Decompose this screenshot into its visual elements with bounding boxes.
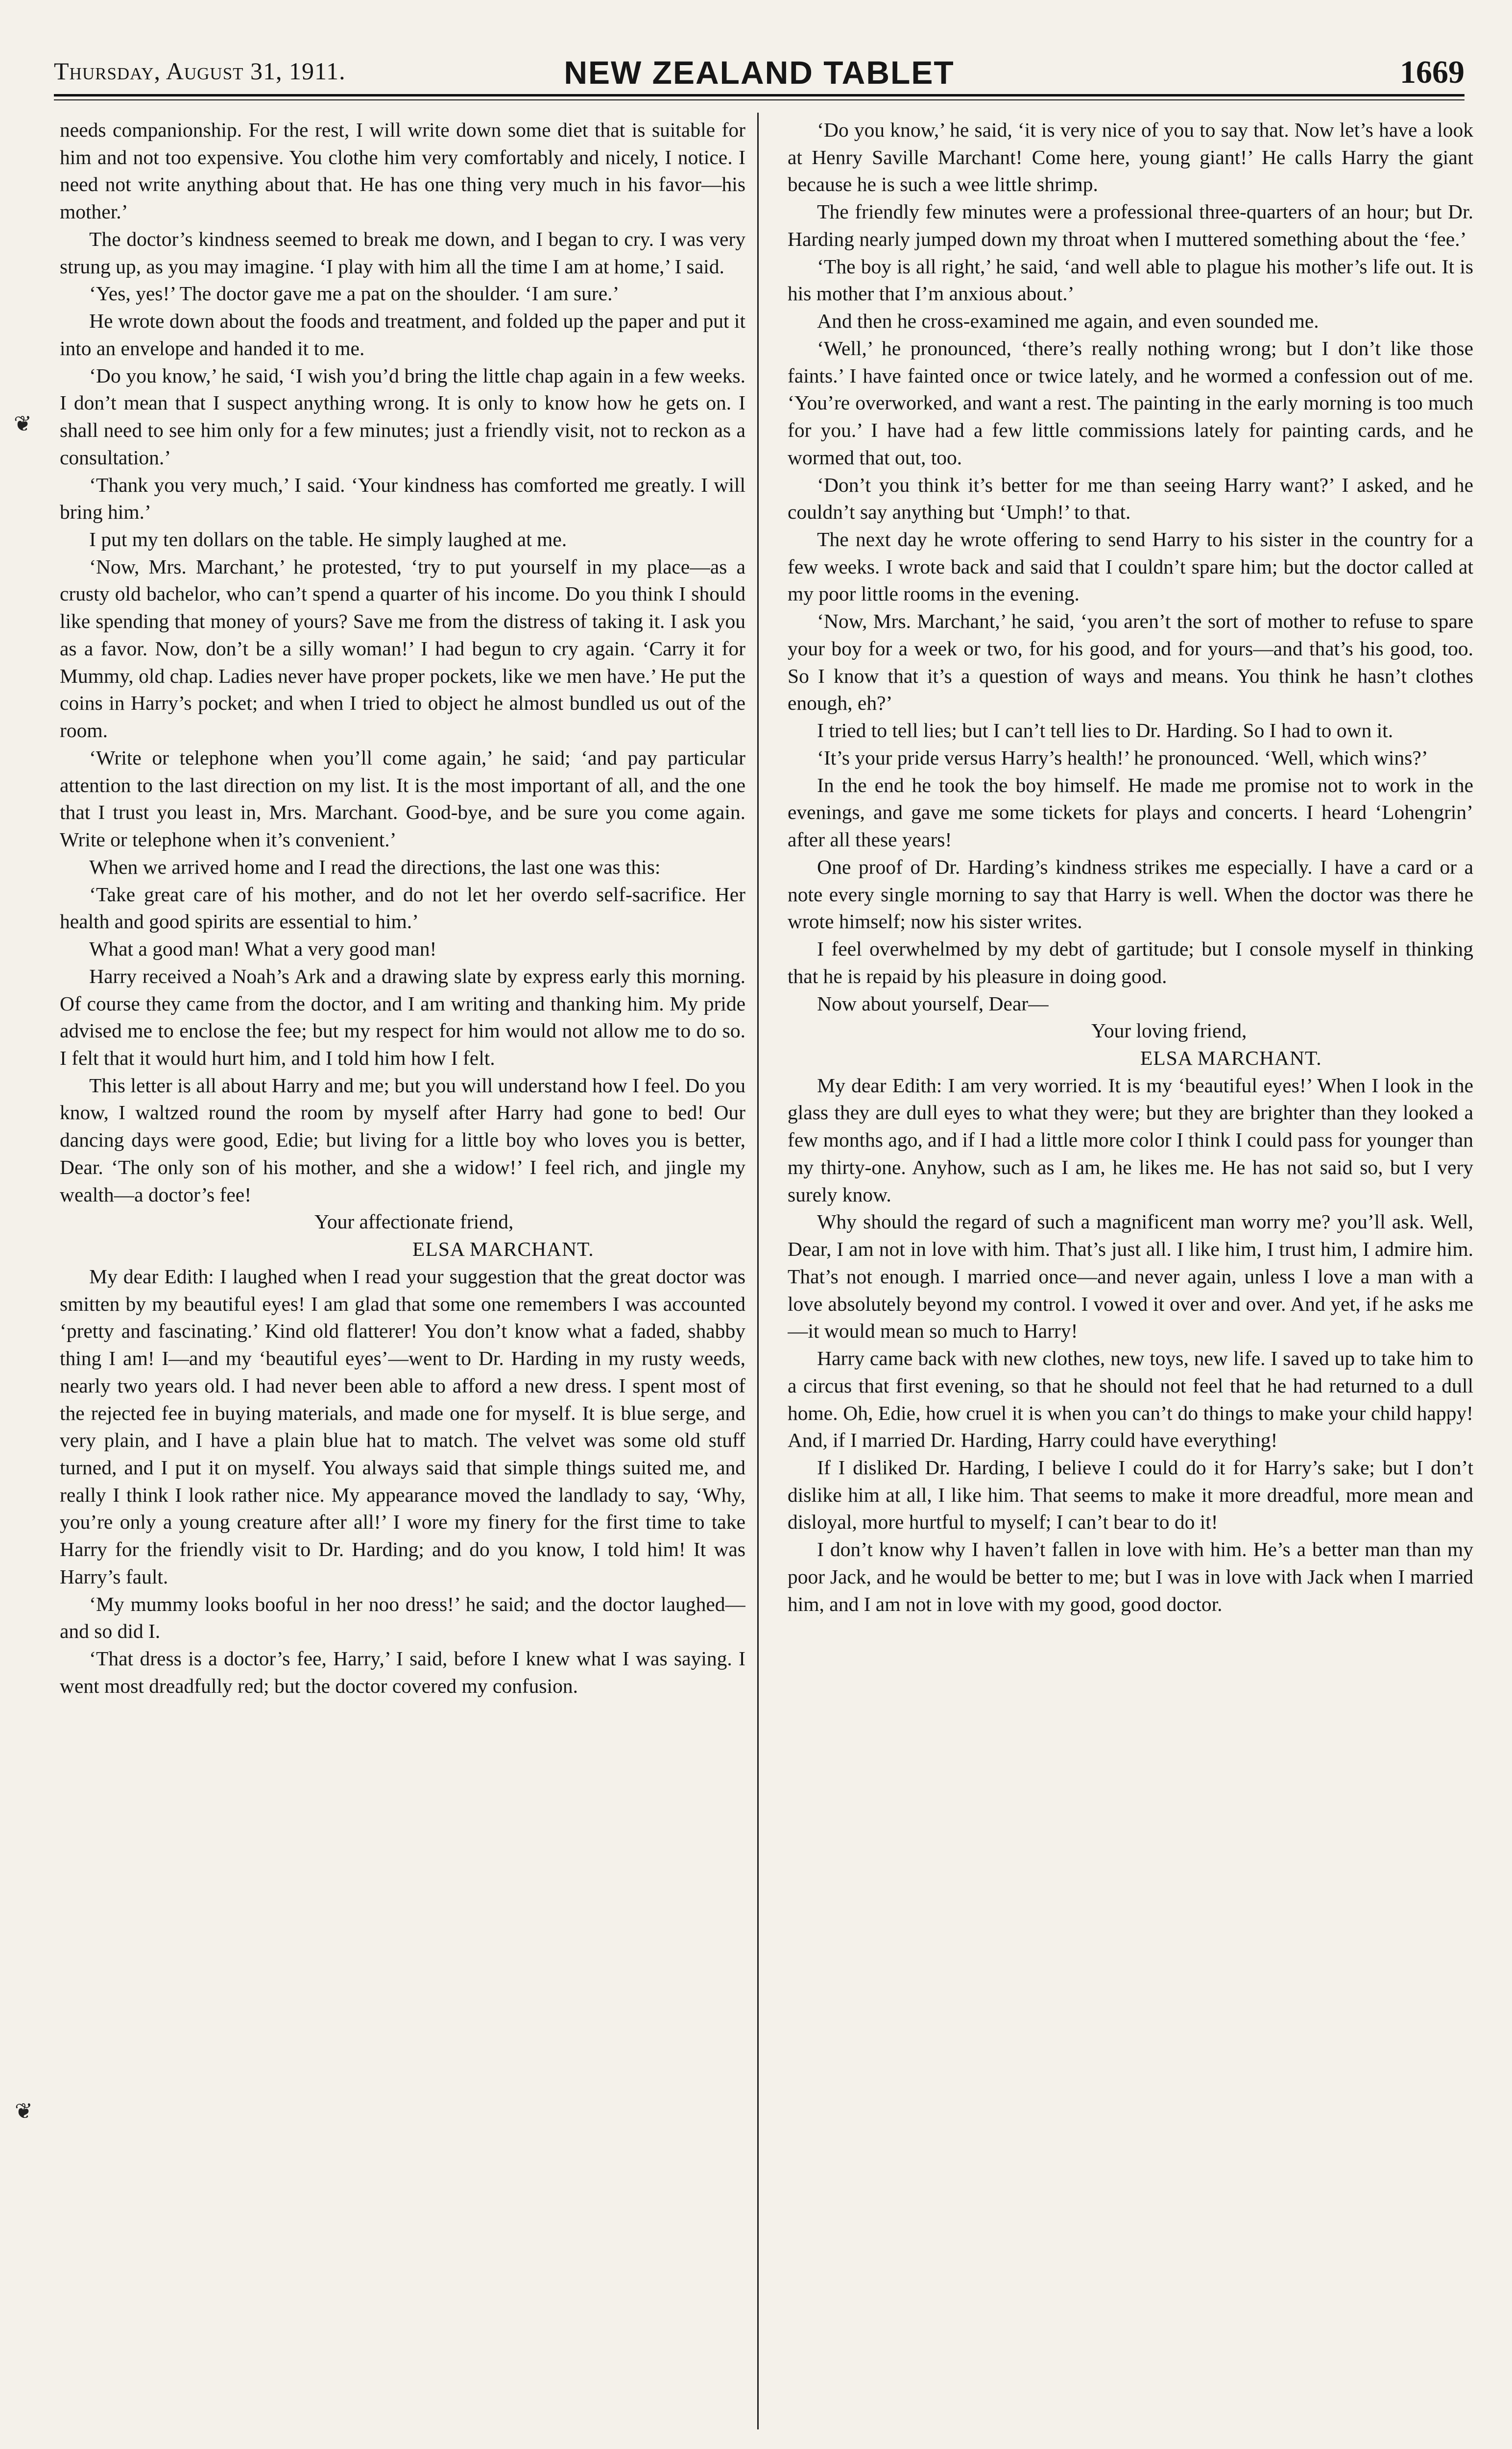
paragraph: My dear Edith: I laughed when I read your suggestion that the great doctor was smitten by my beautiful eyes! I am glad that some one remembers I was accounted ‘pretty and fascinating.’ Kind old flatterer! You don’t know what a faded, shabby thing I am! I—and my ‘beautiful eyes’—went to Dr. Harding in my rusty weeds, nearly two years old. I had never been able to afford a new dress. I spent most of the rejected fee in buying materials, and made one for myself. It is blue serge, and very plain, and I have a plain blue hat to match. The velvet was some old stuff turned, and I put it on myself. You always said that simple things suited me, and really I think I look rather nice. My appearance moved the landlady to say, ‘Why, you’re only a young creature after all!’ I wore my finery for the first time to take Harry for the friendly visit to Dr. Harding; and do you know, I told him! It was Harry’s fault. — [60, 1265, 745, 1588]
paragraph: Harry received a Noah’s Ark and a drawing slate by express early this morning. Of course they came from the doctor, and I am writing and thanking him. My pride advised me to enclose the fee; but my respect for him would not allow me to do so. I felt that it would hurt him, and I told him how I felt. — [60, 964, 745, 1069]
paragraph: ‘Write or telephone when you’ll come again,’ he said; ‘and pay particular attention to the last direction on my list. It is the most important of all, and the one that I trust you least in, Mrs. Marchant. Good-bye, and be sure you come again. Write or telephone when it’s convenient.’ — [60, 746, 745, 851]
letter-signature: ELSA MARCHANT. — [412, 1238, 594, 1261]
letter-closing: Your loving friend, — [1091, 1019, 1247, 1042]
paragraph: Why should the regard of such a magnificent man worry me? you’ll ask. Well, Dear, I am not in love with him. That’s just all. I like him, I trust him, I admire him. That’s not enough. I married once—and never again, unless I love a man with a love absolutely beyond my control. I vowed it over and over. And yet, if he asks me—it would mean so much to Harry! — [788, 1210, 1473, 1343]
paragraph: What a good man! What a very good man! — [89, 937, 437, 960]
paragraph: I tried to tell lies; but I can’t tell lies to Dr. Harding. So I had to own it. — [817, 719, 1393, 742]
right-column — [788, 117, 1473, 2428]
paragraph: The friendly few minutes were a professional three-quarters of an hour; but Dr. Harding nearly jumped down my throat when I muttered something about the ‘fee.’ — [788, 200, 1473, 250]
paragraph: Harry came back with new clothes, new toys, new life. I saved up to take him to a circus that first evening, so that he should not feel that he had returned to a dull home. Oh, Edie, how cruel it is when you can’t do things to make your child happy! And, if I married Dr. Harding, Harry could have everything! — [788, 1347, 1473, 1452]
page-number: 1669 — [1400, 54, 1464, 90]
left-column — [60, 117, 745, 2428]
paragraph: When we arrived home and I read the directions, the last one was this: — [89, 855, 661, 878]
paragraph: ‘Now, Mrs. Marchant,’ he said, ‘you aren’t the sort of mother to refuse to spare your boy for a week or two, for his good, and for yours—and that’s his good, too. So I know that it’s a question of ways and means. You think he hasn’t clothes enough, eh?’ — [788, 610, 1473, 715]
paragraph: And then he cross-examined me again, and even sounded me. — [817, 310, 1319, 333]
letter-signature: ELSA MARCHANT. — [1140, 1046, 1322, 1069]
paragraph: ‘Thank you very much,’ I said. ‘Your kindness has comforted me greatly. I will bring him.’ — [60, 473, 745, 524]
header-rule-thin — [54, 99, 1464, 100]
paragraph: ‘Well,’ he pronounced, ‘there’s really nothing wrong; but I don’t like those faints.’ I have fainted once or twice lately, and he wormed a confession out of me. ‘You’re overworked, and want a rest. The painting in the early morning is too much for you.’ I have had a few little commissions lately for painting cards, and he wormed that out, too. — [788, 336, 1473, 469]
paragraph: If I disliked Dr. Harding, I believe I could do it for Harry’s sake; but I don’t dislike him at all, I like him. That seems to make it more dreadful, more mean and disloyal, more hurtful to myself; I can’t bear to do it! — [788, 1456, 1473, 1534]
paragraph: needs companionship. For the rest, I will write down some diet that is suitable for him and not too expensive. You clothe him very comfortably and nicely, I notice. I need not write anything about that. He has one thing very much in his favor—his mother.’ — [60, 119, 745, 223]
issue-date: Thursday, August 31, 1911. — [54, 57, 346, 85]
paragraph: Now about yourself, Dear— — [817, 992, 1049, 1015]
publication-title: NEW ZEALAND TABLET — [564, 54, 955, 91]
paragraph: This letter is all about Harry and me; but you will understand how I feel. Do you know, I waltzed round the room by myself after Harry had gone to bed! Our dancing days were good, Edie; but living for a little boy who loves you is better, Dear. ‘The only son of his mother, and she a widow!’ I feel rich, and jingle my wealth—a doctor’s fee! — [60, 1074, 745, 1206]
paragraph: He wrote down about the foods and treatment, and folded up the paper and put it into an envelope and handed it to me. — [60, 310, 745, 360]
paragraph: ‘Now, Mrs. Marchant,’ he protested, ‘try to put yourself in my place—as a crusty old bachelor, who can’t spend a quarter of his income. Do you think I should like spending that money of yours? Save me from the distress of taking it. I ask you as a favor. Now, don’t be a silly woman!’ I had begun to cry again. ‘Carry it for Mummy, old chap. Ladies never have proper pockets, like we men have.’ He put the coins in Harry’s pocket; and when I tried to object he almost bundled us out of the room. — [60, 555, 745, 742]
letter-closing: Your affectionate friend, — [314, 1210, 514, 1233]
paragraph: One proof of Dr. Harding’s kindness strikes me especially. I have a card or a note every single morning to say that Harry is well. When the doctor was there he wrote himself; now his sister writes. — [788, 855, 1473, 933]
paragraph: ‘It’s your pride versus Harry’s health!’ he pronounced. ‘Well, which wins?’ — [817, 746, 1428, 769]
paragraph: ‘Yes, yes!’ The doctor gave me a pat on the shoulder. ‘I am sure.’ — [89, 282, 620, 305]
paragraph: I put my ten dollars on the table. He simply laughed at me. — [89, 528, 567, 551]
paragraph: ‘Don’t you think it’s better for me than seeing Harry want?’ I asked, and he couldn’t say anything but ‘Umph!’ to that. — [788, 473, 1473, 524]
paragraph: ‘My mummy looks booful in her noo dress!’ he said; and the doctor laughed—and so did I. — [60, 1592, 745, 1643]
paragraph: ‘The boy is all right,’ he said, ‘and well able to plague his mother’s life out. It is his mother that I’m anxious about.’ — [788, 255, 1473, 305]
paragraph: I don’t know why I haven’t fallen in love with him. He’s a better man than my poor Jack, and he would be better to me; but I was in love with Jack when I married him, and I am not in love with my good, good doctor. — [788, 1538, 1473, 1615]
paragraph: I feel overwhelmed by my debt of gartitude; but I console myself in thinking that he is repaid by his pleasure in doing good. — [788, 937, 1473, 987]
paragraph: My dear Edith: I am very worried. It is my ‘beautiful eyes!’ When I look in the glass they are dull eyes to what they were; but they are brighter than they looked a few months ago, and if I had a little more color I think I could pass for younger than my thirty-one. Anyhow, such as I am, he likes me. He has not said so, but I very surely know. — [788, 1074, 1473, 1206]
page-header — [54, 54, 1464, 93]
header-rule-thick — [54, 94, 1464, 96]
margin-mark: ❦ — [14, 412, 32, 436]
column-divider — [757, 113, 759, 2429]
margin-mark: ❦ — [15, 2099, 33, 2123]
paragraph: ‘That dress is a doctor’s fee, Harry,’ I said, before I knew what I was saying. I went most dreadfully red; but the doctor covered my confusion. — [60, 1647, 745, 1697]
paragraph: ‘Take great care of his mother, and do not let her overdo self-sacrifice. Her health and good spirits are essential to him.’ — [60, 883, 745, 933]
paragraph: ‘Do you know,’ he said, ‘I wish you’d bring the little chap again in a few weeks. I don’t mean that I suspect anything wrong. It is only to know how he gets on. I shall need to see him only for a few minutes; just a friendly visit, not to reckon as a consultation.’ — [60, 364, 745, 469]
paragraph: In the end he took the boy himself. He made me promise not to work in the evenings, and gave me some tickets for plays and concerts. I heard ‘Lohengrin’ after all these years! — [788, 773, 1473, 851]
paragraph: The next day he wrote offering to send Harry to his sister in the country for a few weeks. I wrote back and said that I couldn’t spare him; but the doctor called at my poor little rooms in the evening. — [788, 528, 1473, 605]
paragraph: ‘Do you know,’ he said, ‘it is very nice of you to say that. Now let’s have a look at Henry Saville Marchant! Come here, young giant!’ He calls Harry the giant because he is such a wee little shrimp. — [788, 119, 1473, 196]
paragraph: The doctor’s kindness seemed to break me down, and I began to cry. I was very strung up, as you may imagine. ‘I play with him all the time I am at home,’ I said. — [60, 227, 745, 278]
